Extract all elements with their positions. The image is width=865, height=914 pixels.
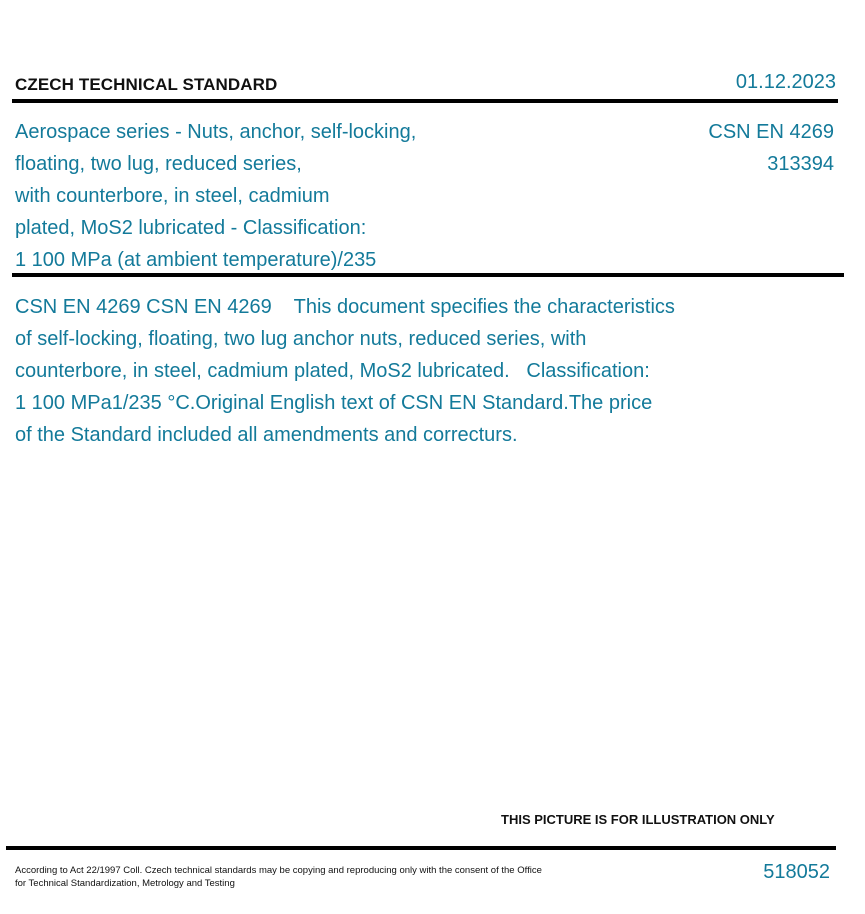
legal-notice-line: for Technical Standardization, Metrology and Testing: [15, 878, 235, 889]
title-line: plated, MoS2 lubricated - Classification:: [15, 217, 367, 239]
footer-divider: [6, 846, 836, 850]
description-line: counterbore, in steel, cadmium plated, MoS2 lubricated. Classification:: [15, 360, 650, 382]
publication-date: 01.12.2023: [735, 71, 836, 93]
description-line: of self-locking, floating, two lug anchor nuts, reduced series, with: [15, 328, 587, 350]
document-number: 518052: [763, 861, 830, 883]
catalog-number: 313394: [767, 153, 834, 175]
title-line: floating, two lug, reduced series,: [15, 153, 302, 175]
standard-description: [15, 291, 755, 451]
title-line: Aerospace series - Nuts, anchor, self-locking,: [15, 121, 417, 143]
illustration-disclaimer: THIS PICTURE IS FOR ILLUSTRATION ONLY: [501, 812, 775, 827]
standard-codes: [708, 116, 834, 180]
description-line: of the Standard included all amendments and correcturs.: [15, 424, 518, 446]
title-divider: [12, 273, 844, 277]
description-line: CSN EN 4269 CSN EN 4269 This document specifies the characteristics: [15, 296, 675, 318]
title-line: 1 100 MPa (at ambient temperature)/235: [15, 249, 377, 271]
legal-notice-line: According to Act 22/1997 Coll. Czech technical standards may be copying and reproducing only with the consent of the Office: [15, 865, 542, 876]
title-line: with counterbore, in steel, cadmium: [15, 185, 330, 207]
description-line: 1 100 MPa1/235 °C.Original English text of CSN EN Standard.The price: [15, 392, 653, 414]
legal-notice: [15, 864, 595, 890]
standard-type-heading: CZECH TECHNICAL STANDARD: [15, 75, 278, 94]
header-divider: [12, 99, 838, 103]
standard-code: CSN EN 4269: [708, 121, 834, 143]
standard-title: [15, 116, 555, 276]
